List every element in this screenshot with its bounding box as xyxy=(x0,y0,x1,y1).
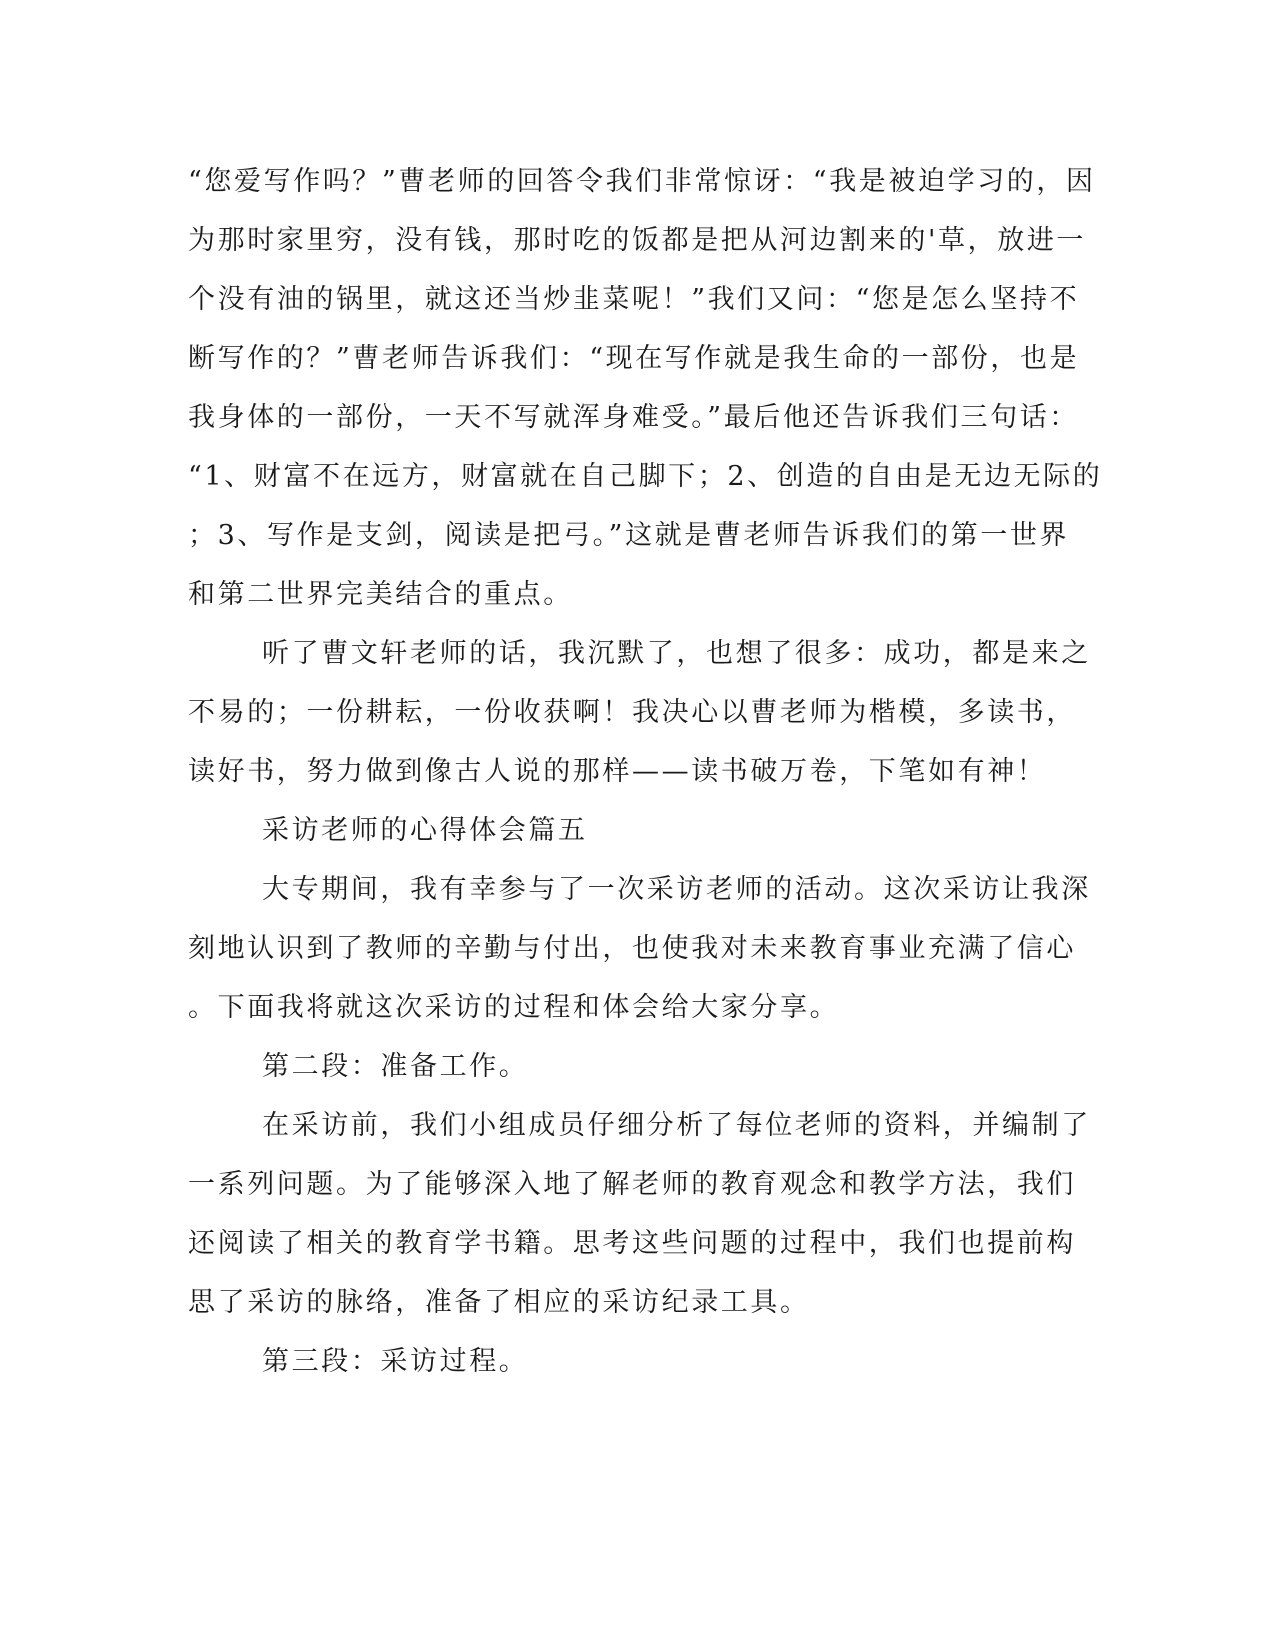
text-line: 。下面我将就这次采访的过程和体会给大家分享。 xyxy=(188,992,840,1023)
text-line: 和第二世界完美结合的重点。 xyxy=(188,579,573,610)
text-line: “您爱写作吗？”曹老师的回答令我们非常惊讶：“我是被迫学习的，因 xyxy=(188,166,1096,197)
section-subheading: 第二段：准备工作。 xyxy=(262,1051,529,1082)
text-line: 我身体的一部份，一天不写就浑身难受。”最后他还告诉我们三句话： xyxy=(188,402,1079,433)
text-line: 刻地认识到了教师的辛勤与付出，也使我对未来教育事业充满了信心 xyxy=(188,933,1076,964)
paragraph-start-line: 在采访前，我们小组成员仔细分析了每位老师的资料，并编制了 xyxy=(262,1110,1091,1141)
text-line: 为那时家里穷，没有钱，那时吃的饭都是把从河边割来的'草，放进一 xyxy=(188,225,1087,256)
text-line: 个没有油的锅里，就这还当炒韭菜呢！”我们又问：“您是怎么坚持不 xyxy=(188,284,1080,315)
text-line: 一系列问题。为了能够深入地了解老师的教育观念和教学方法，我们 xyxy=(188,1169,1076,1200)
text-line: ；3、写作是支剑，阅读是把弓。”这就是曹老师告诉我们的第一世界 xyxy=(188,520,1070,551)
text-line: 还阅读了相关的教育学书籍。思考这些问题的过程中，我们也提前构 xyxy=(188,1228,1076,1259)
paragraph-start-line: 大专期间，我有幸参与了一次采访老师的活动。这次采访让我深 xyxy=(262,874,1091,905)
text-line: 不易的；一份耕耘，一份收获啊！我决心以曹老师为楷模，多读书， xyxy=(188,697,1076,728)
paragraph-start-line: 听了曹文轩老师的话，我沉默了，也想了很多：成功，都是来之 xyxy=(262,638,1091,669)
text-line: 读好书，努力做到像古人说的那样——读书破万卷，下笔如有神！ xyxy=(188,756,1047,787)
text-line: 思了采访的脉络，准备了相应的采访纪录工具。 xyxy=(188,1287,810,1318)
section-subheading: 第三段：采访过程。 xyxy=(262,1346,529,1377)
text-line: “1、财富不在远方，财富就在自己脚下；2、创造的自由是无边无际的 xyxy=(188,461,1103,492)
text-line: 断写作的？”曹老师告诉我们：“现在写作就是我生命的一部份，也是 xyxy=(188,343,1080,374)
section-heading: 采访老师的心得体会篇五 xyxy=(262,815,588,846)
